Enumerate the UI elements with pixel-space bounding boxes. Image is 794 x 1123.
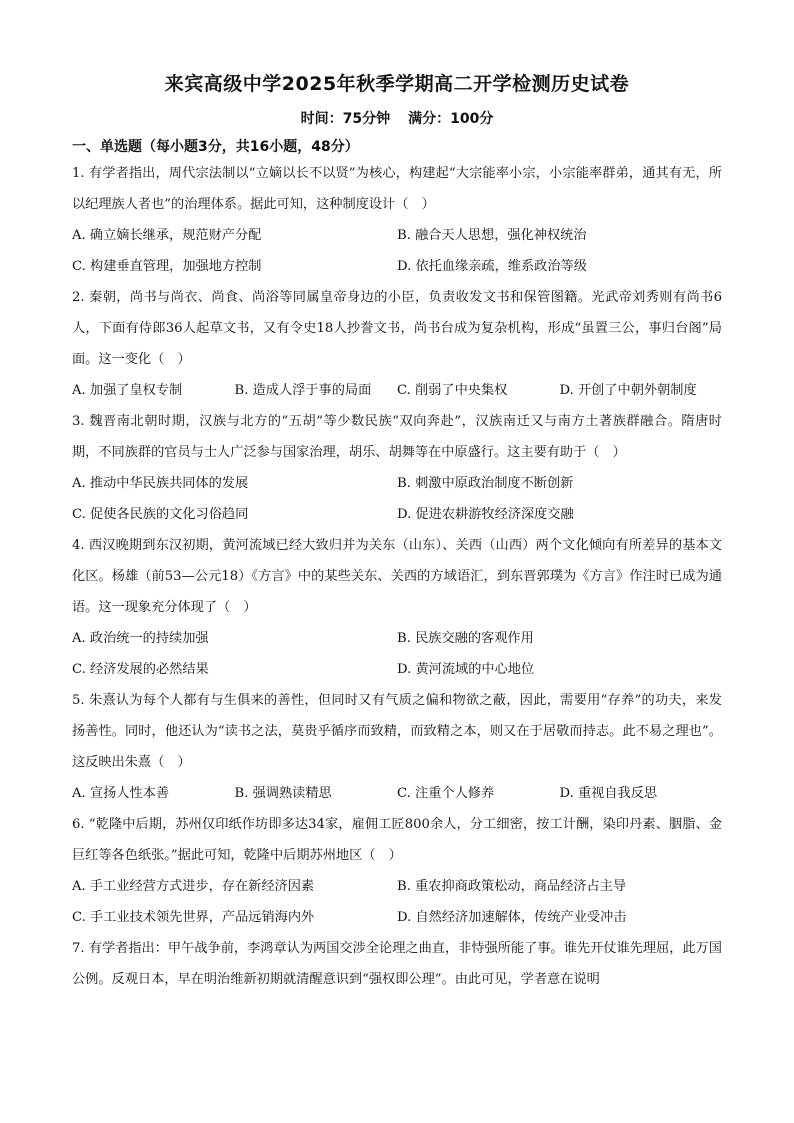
option-c: C. 促使各民族的文化习俗趋同: [72, 507, 249, 522]
option-d: D. 依托血缘亲疏，维系政治等级: [397, 259, 587, 274]
option-c: C. 构建垂直管理，加强地方控制: [72, 259, 262, 274]
options: [72, 220, 722, 282]
question-stem: 6. “乾隆中后期，苏州仅印纸作坊即多达34家，雇佣工匠800余人，分工细密，按工计酬，染印丹素、胭脂、金巨红等各色纸张。”据此可知，乾隆中后期苏州地区（ ）: [72, 817, 722, 863]
option-a: A. 确立嫡长继承，规范财产分配: [72, 228, 262, 243]
exam-info: [72, 108, 722, 130]
question-2: [72, 282, 722, 406]
options: [72, 778, 722, 809]
option-c: C. 削弱了中央集权: [397, 383, 508, 398]
option-b: B. 强调熟读精思: [234, 786, 332, 801]
option-d: D. 自然经济加速解体，传统产业受冲击: [397, 910, 627, 925]
options: [72, 623, 722, 685]
option-c: C. 经济发展的必然结果: [72, 662, 209, 677]
options: [72, 468, 722, 530]
question-stem: 1. 有学者指出，周代宗法制以“立嫡以长不以贤”为核心，构建起“大宗能率小宗，小宗能率群弟，通其有无，所以纪理族人者也”的治理体系。据此可知，这种制度设计（ ）: [72, 166, 722, 212]
option-d: D. 重视自我反思: [559, 786, 658, 801]
section-heading: 一、单选题（每小题3分，共16小题，48分）: [72, 139, 359, 155]
option-b: B. 造成人浮于事的局面: [234, 383, 372, 398]
question-stem: 2. 秦朝，尚书与尚衣、尚食、尚浴等同属皇帝身边的小臣，负责收发文书和保管图籍。光武帝刘秀则有尚书6人，下面有侍郎36人起草文书，又有令史18人抄誊文书，尚书台成为复杂机构，形成“虽置三公，事归台阁”局面。这一变化（ ）: [72, 290, 722, 367]
option-b: B. 民族交融的客观作用: [397, 631, 534, 646]
score-label: 满分：100分: [408, 111, 494, 127]
exam-title: 来宾高级中学2025年秋季学期高二开学检测历史试卷: [164, 73, 630, 95]
option-d: D. 开创了中朝外朝制度: [559, 383, 697, 398]
question-1: [72, 158, 722, 282]
question-5: [72, 685, 722, 809]
question-stem: 3. 魏晋南北朝时期，汉族与北方的“五胡”等少数民族“双向奔赴”，汉族南迁又与南方土著族群融合。隋唐时期，不同族群的官员与士人广泛参与国家治理，胡乐、胡舞等在中原盛行。这主要有助于（ ）: [72, 414, 722, 460]
question-6: [72, 809, 722, 933]
options: [72, 375, 722, 406]
question-stem: 7. 有学者指出：甲午战争前，李鸿章认为两国交涉全论理之曲直，非恃强所能了事。谁先开仗谁先理屈，此万国公例。反观日本，早在明治维新初期就清醒意识到“强权即公理”。由此可见，学者意在说明: [72, 941, 722, 987]
question-3: [72, 406, 722, 530]
option-c: C. 注重个人修养: [397, 786, 495, 801]
option-b: B. 融合天人思想，强化神权统治: [397, 228, 587, 243]
option-a: A. 推动中华民族共同体的发展: [72, 476, 249, 491]
time-label: 时间：75分钟: [300, 111, 391, 127]
question-7: [72, 933, 722, 995]
option-a: A. 手工业经营方式进步，存在新经济因素: [72, 879, 315, 894]
option-b: B. 重农抑商政策松动，商品经济占主导: [397, 879, 627, 894]
option-a: A. 加强了皇权专制: [72, 383, 183, 398]
question-4: [72, 530, 722, 685]
options: [72, 871, 722, 933]
question-stem: 5. 朱熹认为每个人都有与生俱来的善性，但同时又有气质之偏和物欲之蔽，因此，需要用“存养”的功夫，来发扬善性。同时，他还认为“读书之法，莫贵乎循序而致精，而致精之本，则又在于居敬而持志。此不易之理也”。这反映出朱熹（ ）: [72, 693, 722, 770]
question-stem: 4. 西汉晚期到东汉初期，黄河流域已经大致归并为关东（山东）、关西（山西）两个文化倾向有所差异的基本文化区。杨雄（前53—公元18）《方言》中的某些关东、关西的方域语汇，到东晋郭璞为《方言》作注时已成为通语。这一现象充分体现了（ ）: [72, 538, 722, 615]
option-d: D. 促进农耕游牧经济深度交融: [397, 507, 574, 522]
option-d: D. 黄河流域的中心地位: [397, 662, 535, 677]
option-b: B. 刺激中原政治制度不断创新: [397, 476, 574, 491]
option-a: A. 宣扬人性本善: [72, 786, 170, 801]
option-c: C. 手工业技术领先世界，产品远销海内外: [72, 910, 315, 925]
option-a: A. 政治统一的持续加强: [72, 631, 209, 646]
